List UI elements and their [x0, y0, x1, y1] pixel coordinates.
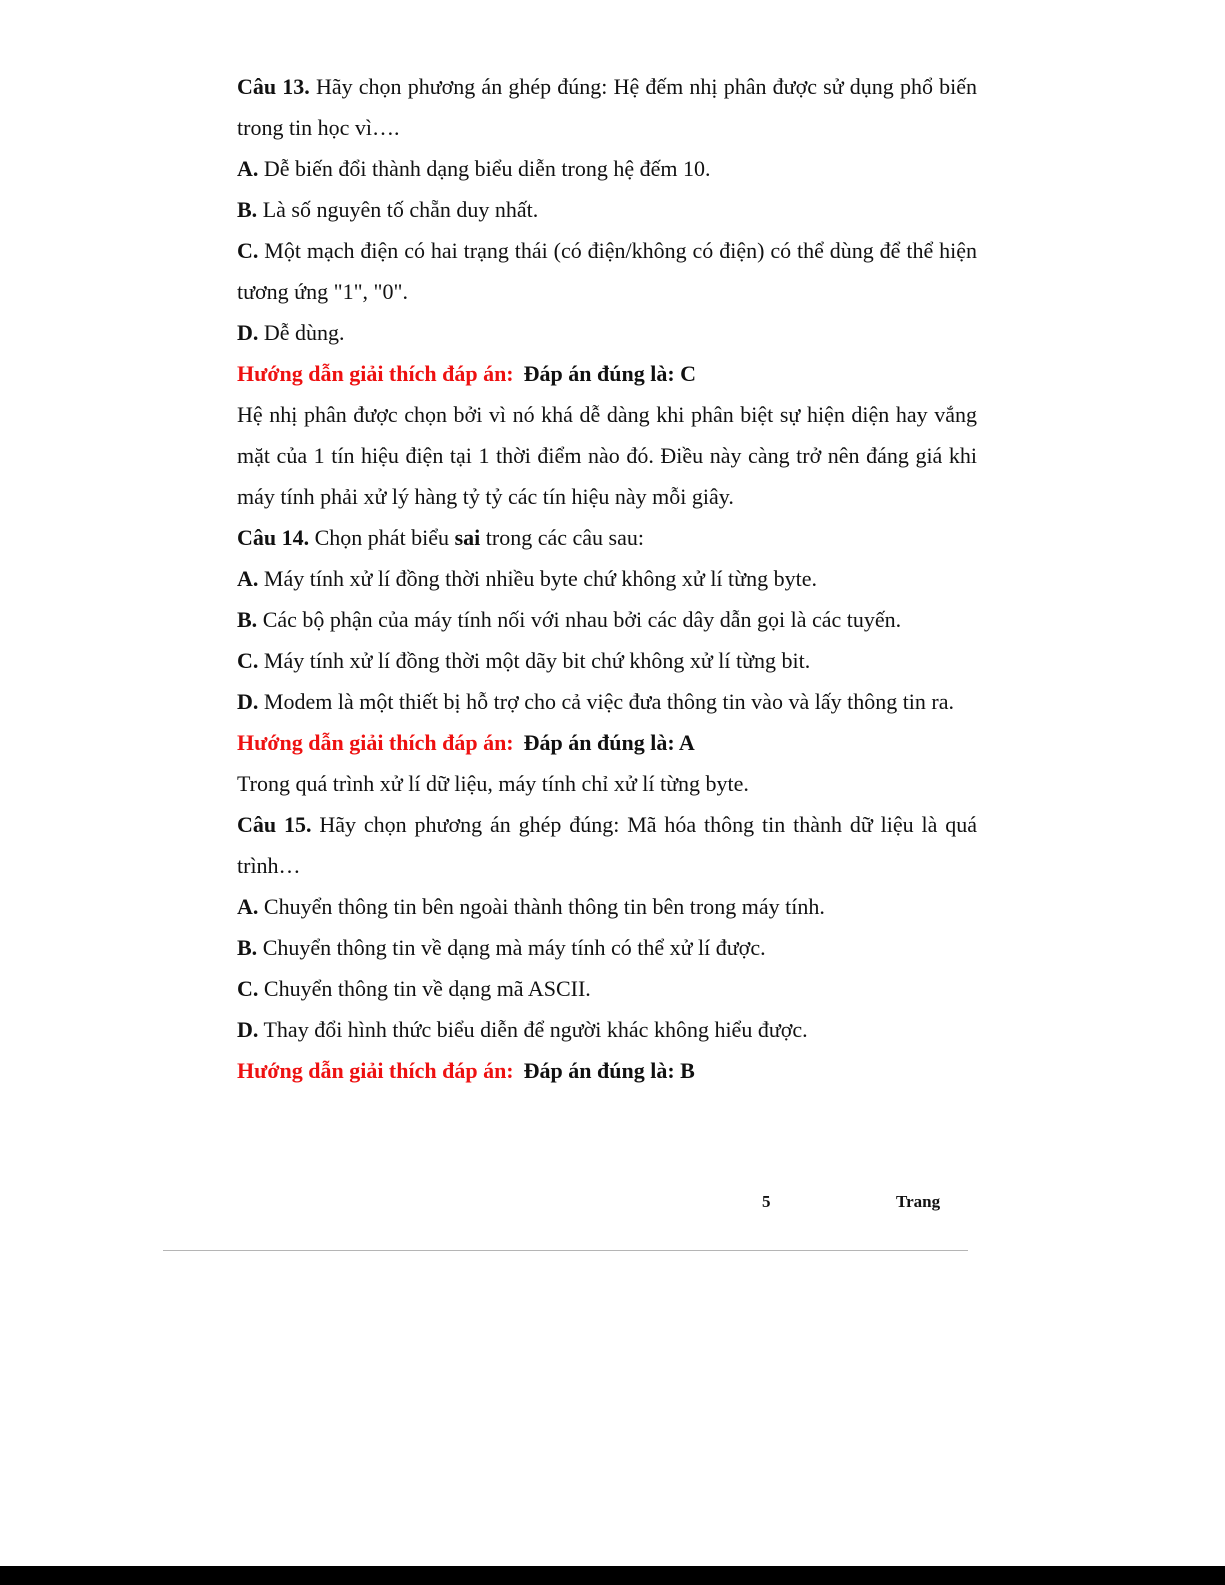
question-15-option-c — [237, 968, 977, 1009]
question-13-explanation: Hệ nhị phân được chọn bởi vì nó khá dễ dàng khi phân biệt sự hiện diện hay vắng mặt của 1 tín hiệu điện tại 1 thời điểm nào đó. Điều này càng trở nên đáng giá khi máy tính phải xử lý hàng tỷ tỷ các tín hiệu này mỗi giây. — [237, 402, 977, 509]
option-key: B. — [237, 935, 258, 960]
page-label: Trang — [896, 1192, 941, 1211]
question-14-option-a — [237, 558, 977, 599]
question-14-explanation: Trong quá trình xử lí dữ liệu, máy tính chỉ xử lí từng byte. — [237, 771, 749, 796]
question-15-option-b — [237, 927, 977, 968]
question-15-guide — [237, 1050, 977, 1091]
option-key: B. — [237, 607, 258, 632]
bottom-border — [0, 1566, 1225, 1585]
guide-label: Hướng dẫn giải thích đáp án: — [237, 1058, 514, 1083]
question-14-option-b — [237, 599, 977, 640]
question-13-label: Câu 13. — [237, 74, 310, 99]
question-14-text-after: trong các câu sau: — [480, 525, 644, 550]
option-text: Modem là một thiết bị hỗ trợ cho cả việc đưa thông tin vào và lấy thông tin ra. — [258, 689, 955, 714]
question-14-text-before: Chọn phát biểu — [309, 525, 455, 550]
option-text: Máy tính xử lí đồng thời một dãy bit chứ không xử lí từng bit. — [258, 648, 811, 673]
option-key: D. — [237, 1017, 259, 1042]
option-key: A. — [237, 156, 259, 181]
option-text: Là số nguyên tố chẵn duy nhất. — [257, 197, 539, 222]
question-13-guide — [237, 353, 977, 394]
option-key: C. — [237, 238, 259, 263]
question-14-label: Câu 14. — [237, 525, 310, 550]
option-text: Chuyển thông tin bên ngoài thành thông tin bên trong máy tính. — [258, 894, 825, 919]
question-14-stem — [237, 517, 977, 558]
question-13-text: Hãy chọn phương án ghép đúng: Hệ đếm nhị phân được sử dụng phổ biến trong tin học vì…. — [237, 74, 977, 140]
option-text: Thay đổi hình thức biểu diễn để người khác không hiểu được. — [258, 1017, 808, 1042]
answer-text: Đáp án đúng là: B — [523, 1058, 695, 1083]
question-15-option-d — [237, 1009, 977, 1050]
option-key: A. — [237, 566, 259, 591]
page-number: 5 — [762, 1192, 771, 1211]
question-15-text: Hãy chọn phương án ghép đúng: Mã hóa thông tin thành dữ liệu là quá trình… — [237, 812, 977, 878]
option-text: Máy tính xử lí đồng thời nhiều byte chứ không xử lí từng byte. — [258, 566, 817, 591]
option-text: Dễ dùng. — [258, 320, 345, 345]
question-13-option-a — [237, 148, 977, 189]
option-key: C. — [237, 648, 259, 673]
option-text: Dễ biến đổi thành dạng biểu diễn trong hệ đếm 10. — [258, 156, 711, 181]
option-text: Chuyển thông tin về dạng mà máy tính có thể xử lí được. — [257, 935, 766, 960]
question-14-guide — [237, 722, 977, 763]
option-key: D. — [237, 320, 259, 345]
option-text: Một mạch điện có hai trạng thái (có điện/không có điện) có thể dùng để thể hiện tương ứng "1", "0". — [237, 238, 977, 304]
question-13-stem — [237, 66, 977, 148]
option-text: Chuyển thông tin về dạng mã ASCII. — [258, 976, 591, 1001]
question-14-option-c — [237, 640, 977, 681]
question-13-option-b — [237, 189, 977, 230]
question-13-option-c — [237, 230, 977, 312]
answer-text: Đáp án đúng là: C — [523, 361, 697, 386]
question-14-option-d — [237, 681, 977, 722]
option-text: Các bộ phận của máy tính nối với nhau bởi các dây dẫn gọi là các tuyến. — [257, 607, 902, 632]
question-14-text-bold: sai — [454, 525, 481, 550]
question-13-option-d — [237, 312, 977, 353]
guide-label: Hướng dẫn giải thích đáp án: — [237, 730, 514, 755]
option-key: C. — [237, 976, 259, 1001]
question-15-stem — [237, 804, 977, 886]
question-15-label: Câu 15. — [237, 812, 312, 837]
option-key: A. — [237, 894, 259, 919]
page-content — [237, 66, 977, 1091]
guide-label: Hướng dẫn giải thích đáp án: — [237, 361, 514, 386]
option-key: D. — [237, 689, 259, 714]
footer-divider — [163, 1250, 968, 1251]
question-15-option-a — [237, 886, 977, 927]
option-key: B. — [237, 197, 258, 222]
answer-text: Đáp án đúng là: A — [523, 730, 695, 755]
